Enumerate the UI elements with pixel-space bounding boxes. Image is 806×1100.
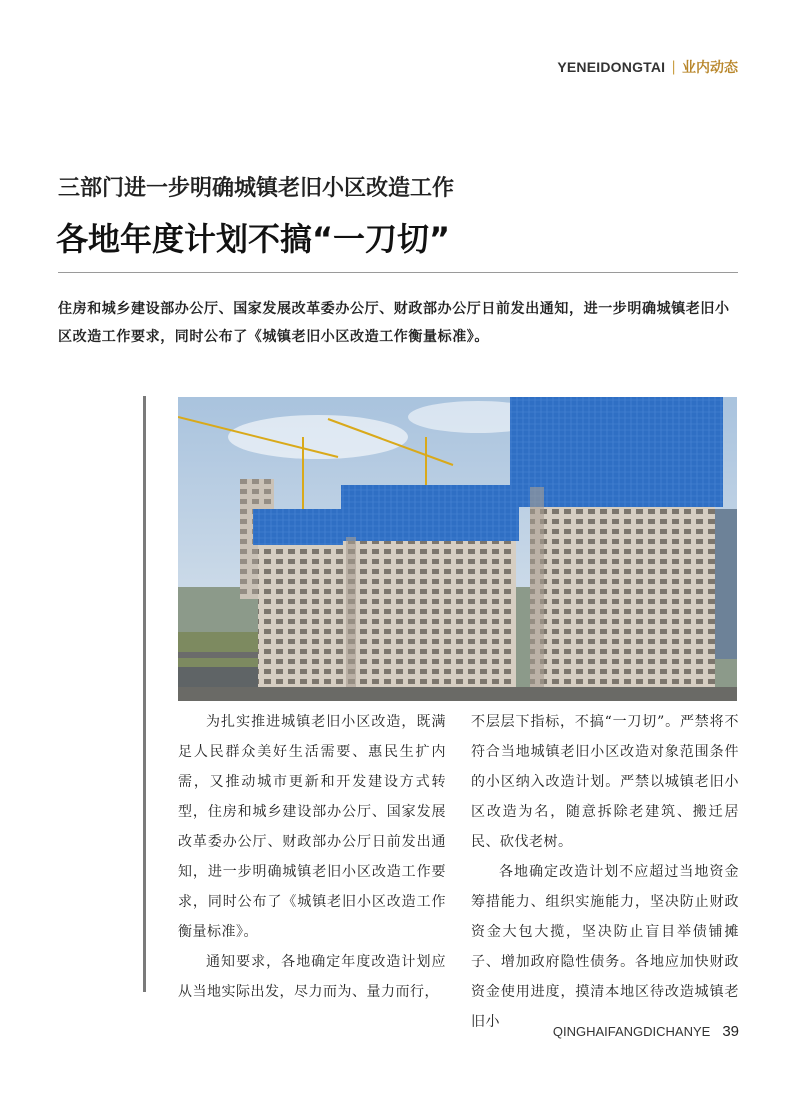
- magazine-name: QINGHAIFANGDICHANYE: [552, 1024, 711, 1039]
- section-name-en: YENEIDONGTAI: [557, 59, 666, 75]
- paragraph: 为扎实推进城镇老旧小区改造，既满足人民群众美好生活需要、惠民生扩内需，又推动城市更新和开发建设方式转型，住房和城乡建设部办公厅、国家发展改革委办公厅、财政部办公厅日前发出通知，进一步明确城镇老旧小区改造工作要求，同时公布了《城镇老旧小区改造工作衡量标准》。: [178, 714, 446, 940]
- paragraph-continued: 不层层下指标，不搞“一刀切”。严禁将不符合当地城镇老旧小区改造对象范围条件的小区纳入改造计划。严禁以城镇老旧小区改造为名，随意拆除老建筑、搬迁居民、砍伐老树。: [471, 714, 739, 850]
- section-header: [557, 57, 738, 77]
- paragraph: 通知要求，各地确定年度改造计划应从当地实际出发，尽力而为、量力而行，: [178, 954, 446, 1000]
- article-column-left: [178, 707, 446, 1007]
- article-title: 各地年度计划不搞“一刀切”: [56, 220, 451, 258]
- title-divider: [58, 272, 738, 273]
- section-separator: |: [671, 59, 676, 75]
- article-subtitle: 三部门进一步明确城镇老旧小区改造工作: [58, 176, 455, 201]
- construction-photo: [178, 397, 737, 701]
- paragraph: 各地确定改造计划不应超过当地资金筹措能力、组织实施能力，坚决防止财政资金大包大揽，坚决防止盲目举债铺摊子、增加政府隐性债务。各地应加快财政资金使用进度，摸清本地区待改造城镇老旧小: [471, 864, 739, 1030]
- article-lead: 住房和城乡建设部办公厅、国家发展改革委办公厅、财政部办公厅日前发出通知，进一步明确城镇老旧小区改造工作要求，同时公布了《城镇老旧小区改造工作衡量标准》。: [58, 301, 730, 345]
- page-footer: [553, 1023, 739, 1040]
- article-column-right: [471, 707, 739, 1037]
- page-number: 39: [722, 1023, 739, 1040]
- column-accent-bar: [143, 396, 146, 992]
- section-name-cn: 业内动态: [682, 60, 738, 76]
